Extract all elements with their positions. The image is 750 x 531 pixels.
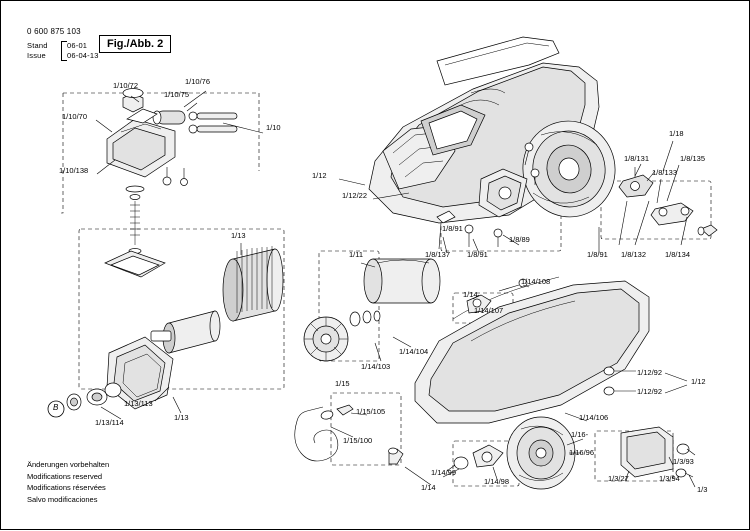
callout-1-15: 1/15 xyxy=(335,379,350,388)
callout-1-14: 1/14 xyxy=(463,290,478,299)
callout-1-13-top: 1/13 xyxy=(231,231,246,240)
impeller xyxy=(304,317,348,361)
callout-1-3: 1/3 xyxy=(697,485,708,494)
footer-line-de: Änderungen vorbehalten xyxy=(27,460,110,469)
callout-1-12-22: 1/12/22 xyxy=(342,191,368,200)
callout-1-11: 1/11 xyxy=(349,250,364,259)
callout-1-12-92-b: 1/12/92 xyxy=(637,387,663,396)
stand-date: 06-01 xyxy=(67,41,88,50)
issue-date: 06-04-13 xyxy=(67,51,99,60)
callout-1-15-105: 1/15/105 xyxy=(356,407,386,416)
callout-1-13-114: 1/13/114 xyxy=(95,418,124,427)
callout-1-15-100: 1/15/100 xyxy=(343,436,373,445)
callout-1-14-107: 1/14/107 xyxy=(474,306,504,315)
callout-1-12: 1/12 xyxy=(312,171,327,180)
callout-1-10-138: 1/10/138 xyxy=(59,166,89,175)
wheel xyxy=(507,417,575,489)
callout-1-14-98: 1/14/98 xyxy=(484,477,510,486)
callout-1-14-bot: 1/14 xyxy=(421,483,436,492)
callout-1-8-131: 1/8/131 xyxy=(624,154,650,163)
callout-1-3-94: 1/3/94 xyxy=(659,474,680,483)
part-number: 0 600 875 103 xyxy=(27,27,81,36)
callout-1-14-108: 1/14/108 xyxy=(521,277,551,286)
assembly-filter-1-11 xyxy=(364,259,440,303)
callout-1-3-27: 1/3/27 xyxy=(608,474,629,483)
callout-1-8-89: 1/8/89 xyxy=(509,235,530,244)
assembly-switch-1-10 xyxy=(105,89,237,278)
callout-1-16-96: 1/16/96 xyxy=(569,448,595,457)
housing-lower-shell xyxy=(389,277,696,489)
callout-1-8-133: 1/8/133 xyxy=(652,168,678,177)
callout-1-16: 1/16- xyxy=(571,430,589,439)
callout-b: B xyxy=(53,403,59,412)
callout-1-8-134: 1/8/134 xyxy=(665,250,691,259)
callout-1-8-137: 1/8/137 xyxy=(425,250,451,259)
callout-1-13-113: 1/13/113 xyxy=(124,399,153,408)
callout-1-8-132: 1/8/132 xyxy=(621,250,647,259)
figure-label: Fig./Abb. 2 xyxy=(99,35,171,53)
callout-1-8-91-b: 1/8/91 xyxy=(467,250,488,259)
callout-1-10-70: 1/10/70 xyxy=(62,112,88,121)
issue-label: Issue xyxy=(27,51,46,60)
callout-1-8-91-r: 1/8/91 xyxy=(587,250,608,259)
footer-line-es: Salvo modificaciones xyxy=(27,494,98,504)
callout-1-13-bot: 1/13 xyxy=(174,413,189,422)
callout-1-14-106: 1/14/106 xyxy=(579,413,609,422)
stand-label: Stand xyxy=(27,41,48,50)
callout-1-10-75: 1/10/75 xyxy=(164,90,190,99)
callout-1-10: 1/10 xyxy=(266,123,281,132)
callout-1-14-99: 1/14/99 xyxy=(431,468,457,477)
callout-1-12-92-a: 1/12/92 xyxy=(637,368,663,377)
callout-1-14-103: 1/14/103 xyxy=(361,362,391,371)
callout-1-8-135: 1/8/135 xyxy=(680,154,706,163)
callout-1-18: 1/18 xyxy=(669,129,684,138)
callout-1-12-right: 1/12 xyxy=(691,377,706,386)
callout-1-10-72: 1/10/72 xyxy=(113,81,139,90)
callout-1-3-93: 1/3/93 xyxy=(673,457,694,466)
footer-line-fr: Modifications réservées xyxy=(27,483,106,492)
callout-1-8-91-t: 1/8/91 xyxy=(442,224,463,233)
callout-1-10-76: 1/10/76 xyxy=(185,77,211,86)
footer-line-en: Modifications reserved xyxy=(27,471,103,481)
assembly-motor-1-13 xyxy=(67,246,380,410)
callout-1-14-104: 1/14/104 xyxy=(399,347,429,356)
